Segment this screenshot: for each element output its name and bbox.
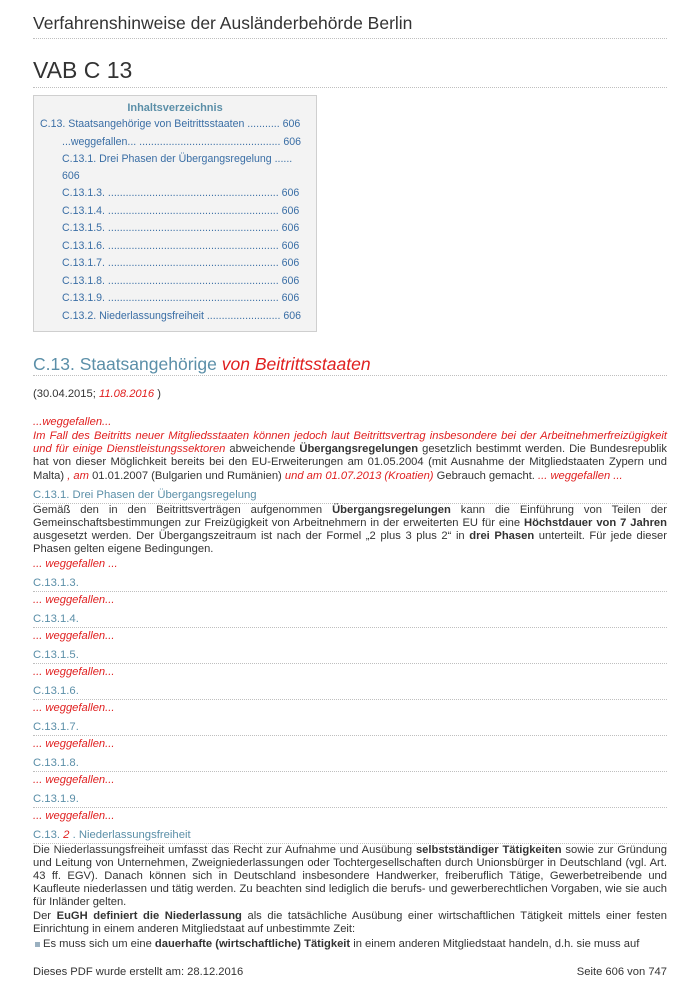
bold-text: Übergangsregelungen bbox=[332, 503, 451, 516]
section-divider bbox=[33, 375, 667, 376]
text: ausgesetzt werden. Der Übergangszeitraum ist nach der Formel „2 plus 3 plus 2“ in bbox=[33, 530, 470, 543]
removed-note: ...weggefallen... bbox=[33, 416, 112, 428]
intro-paragraph bbox=[33, 430, 667, 483]
removed-note: ... weggefallen... bbox=[33, 629, 115, 642]
amended-text: und am 01.07.2013 (Kroatien) bbox=[284, 469, 434, 482]
date-text: (30.04.2015; bbox=[33, 388, 99, 400]
subsection-heading: C.13.1.8. bbox=[33, 756, 79, 769]
text: 01.01.2007 (Bulgarien und Rumänien) bbox=[88, 469, 285, 482]
section-title bbox=[33, 353, 667, 375]
removed-note: ... weggefallen... bbox=[33, 701, 115, 714]
amended-text: , am bbox=[67, 469, 89, 482]
date-amended: 11.08.2016 bbox=[98, 388, 155, 400]
text: kann die Einführung von Teilen der Gemeinschaftsbestimmungen zur Freizügigkeit von Arbeitnehmern in der erweiterten EU für eine bbox=[33, 503, 667, 530]
heading-text: C.13. bbox=[33, 828, 64, 841]
removed-note: ... weggefallen... bbox=[33, 809, 115, 822]
toc-link[interactable]: C.13.1.9. .......................................................... 606 bbox=[62, 292, 300, 304]
footer-page-number: Seite 606 von 747 bbox=[576, 966, 667, 978]
bullet-marker bbox=[35, 942, 40, 947]
date-close: ) bbox=[154, 388, 161, 400]
toc-link[interactable]: C.13.1. Drei Phasen der Übergangsregelung ...... 606 bbox=[62, 153, 293, 182]
amended-text: Im Fall des Beitritts neuer Mitgliedsstaaten können jedoch laut Beitrittsvertrag insbesondere bei der Arbeitnehmerfreizügigkeit und für einige Dienstleistungssektoren bbox=[33, 430, 667, 456]
bold-text: Übergangsregelungen bbox=[299, 443, 419, 456]
subsection-heading: C.13.1.9. bbox=[33, 792, 79, 805]
toc-link[interactable]: C.13.1.3. .......................................................... 606 bbox=[62, 187, 300, 199]
document-title: VAB C 13 bbox=[33, 57, 133, 83]
text: Gebrauch gemacht. bbox=[433, 469, 539, 482]
text: Gemäß den in den Beitrittsverträgen aufgenommen bbox=[33, 503, 333, 516]
toc-link[interactable]: ...weggefallen... ................................................ 606 bbox=[62, 135, 302, 148]
toc-link[interactable]: C.13.1.4. .......................................................... 606 bbox=[62, 204, 300, 217]
heading-text: . Niederlassungsfreiheit bbox=[69, 828, 191, 841]
subsection-heading: C.13.1.3. bbox=[33, 576, 79, 589]
text: in einem anderen Mitgliedstaat handeln, d.h. sie muss auf bbox=[350, 938, 640, 951]
toc-link[interactable]: C.13.1.8. .......................................................... 606 bbox=[62, 274, 300, 287]
subsection-paragraph bbox=[33, 844, 667, 910]
subsection-heading: C.13.1.7. bbox=[33, 720, 79, 733]
text: Die Niederlassungsfreiheit umfasst das Recht zur Aufnahme und Ausübung bbox=[33, 843, 416, 856]
section-title-text: C.13. Staatsangehörige bbox=[33, 354, 222, 374]
table-of-contents bbox=[33, 95, 317, 332]
toc-link[interactable]: C.13.1.5. .......................................................... 606 bbox=[62, 222, 300, 234]
removed-note: ... weggefallen ... bbox=[33, 557, 118, 570]
removed-note: ... weggefallen... bbox=[33, 737, 115, 750]
footer-created-date: Dieses PDF wurde erstellt am: 28.12.2016 bbox=[33, 966, 244, 978]
bold-text: EuGH definiert die Niederlassung bbox=[56, 909, 242, 922]
removed-note: ... weggefallen ... bbox=[538, 469, 623, 482]
header-divider bbox=[33, 38, 667, 39]
toc-heading: Inhaltsverzeichnis bbox=[127, 102, 223, 114]
text: als die tatsächliche Ausübung einer wirtschaftlichen Tätigkeit mittels einer festen Einrichtung in einem anderen Mitgliedstaat auf unbestimmte Zeit: bbox=[33, 909, 667, 935]
toc-link[interactable]: C.13.2. Niederlassungsfreiheit ......................... 606 bbox=[62, 309, 302, 322]
text: gesetzlich bestimmt werden. Die Bundesrepublik hat von dieser Möglichkeit bereits bei den EU-Erweiterungen am 01.05.2004 (mit Ausnahme der Mitgliedstaaten Zypern und Malta) bbox=[33, 443, 667, 482]
subsection-heading: C.13.1.6. bbox=[33, 684, 79, 697]
removed-note: ... weggefallen... bbox=[33, 665, 115, 678]
heading-amended: 2 bbox=[63, 828, 70, 841]
toc-link[interactable]: C.13.1.7. .......................................................... 606 bbox=[62, 257, 300, 269]
bold-text: Höchstdauer von 7 Jahren bbox=[524, 517, 667, 530]
toc-link[interactable]: C.13.1.6. .......................................................... 606 bbox=[62, 239, 300, 252]
text: Es muss sich um eine bbox=[43, 938, 155, 951]
document-page bbox=[33, 0, 667, 951]
subsection-paragraph bbox=[33, 910, 667, 936]
subsection-heading: C.13.1.4. bbox=[33, 612, 79, 625]
bullet-item bbox=[33, 938, 667, 951]
revision-dates bbox=[33, 387, 667, 401]
subsection-heading bbox=[33, 827, 667, 843]
text: unterteilt. Für jede dieser Phasen gelten eigene Bedingungen. bbox=[33, 530, 668, 556]
bold-text: selbstständiger Tätigkeiten bbox=[415, 843, 562, 856]
text: abweichende bbox=[225, 443, 300, 456]
text: sowie zur Gründung und Leitung von Unternehmen, Zweigniederlassungen oder Tochtergesellschaften durch Unionsbürger in Deutschland (vgl. Art. 43 ff. EGV). Danach können sich in Deutschland insbesondere Handwerker, freiberuflich Tätige, Gewerbetreibende und Kaufleute niederlassen und tätig werden. Zu beachten sind lediglich die berufs- und gewerberechtlichen Vorgaben, wie sie auch für Inländer gelten. bbox=[33, 843, 668, 909]
page-header-title: Verfahrenshinweise der Ausländerbehörde Berlin bbox=[33, 13, 413, 33]
removed-note: ... weggefallen... bbox=[33, 773, 115, 786]
subsection-paragraph bbox=[33, 504, 667, 557]
text: Der bbox=[33, 909, 57, 922]
title-divider bbox=[33, 87, 667, 88]
page-footer bbox=[33, 966, 667, 978]
toc-link[interactable]: C.13. Staatsangehörige von Beitrittsstaaten ........... 606 bbox=[40, 118, 301, 130]
subsection-heading: C.13.1.5. bbox=[33, 648, 79, 661]
removed-note: ... weggefallen... bbox=[33, 593, 115, 606]
bold-text: drei Phasen bbox=[469, 530, 535, 543]
subsection-heading: C.13.1. Drei Phasen der Übergangsregelung bbox=[33, 488, 257, 501]
section-title-amended: von Beitrittsstaaten bbox=[221, 354, 371, 374]
bold-text: dauerhafte (wirtschaftliche) Tätigkeit bbox=[154, 938, 351, 951]
